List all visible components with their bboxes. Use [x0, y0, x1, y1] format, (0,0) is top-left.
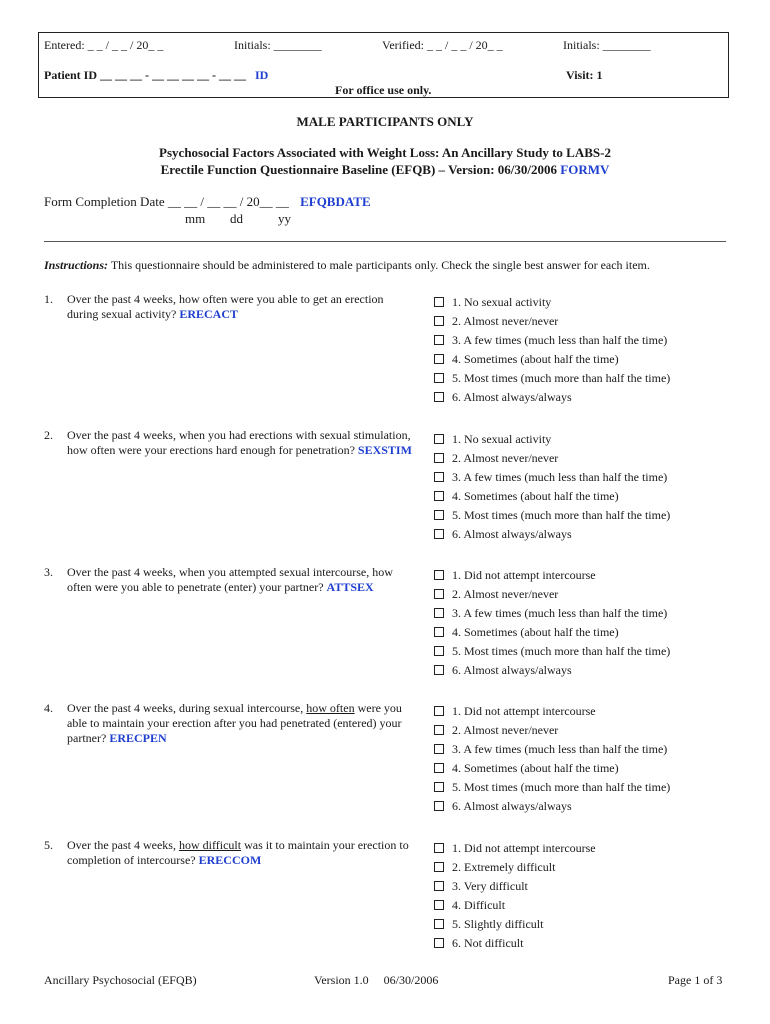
option-item[interactable]: [434, 585, 734, 604]
option-item[interactable]: [434, 740, 734, 759]
checkbox[interactable]: [434, 881, 444, 891]
option-item[interactable]: [434, 449, 734, 468]
option-item[interactable]: [434, 759, 734, 778]
option-item[interactable]: [434, 915, 734, 934]
option-item[interactable]: [434, 566, 734, 585]
checkbox[interactable]: [434, 316, 444, 326]
form-title-line1: Psychosocial Factors Associated with Weight Loss: An Ancillary Study to LABS-2: [159, 145, 611, 160]
option-item[interactable]: [434, 877, 734, 896]
checkbox[interactable]: [434, 529, 444, 539]
checkbox[interactable]: [434, 938, 444, 948]
option-label: 4. Difficult: [452, 898, 506, 912]
option-item[interactable]: [434, 778, 734, 797]
option-item[interactable]: [434, 506, 734, 525]
date-dd-label: dd: [230, 211, 243, 226]
option-label: 2. Extremely difficult: [452, 860, 556, 874]
option-label: 6. Almost always/always: [452, 663, 572, 677]
footer-version: Version 1.0 06/30/2006: [314, 973, 439, 987]
patient-id-var: ID: [254, 68, 269, 82]
option-item[interactable]: [434, 525, 734, 544]
option-label: 4. Sometimes (about half the time): [452, 352, 619, 366]
question-number: 4.: [44, 701, 53, 715]
option-label: 1. Did not attempt intercourse: [452, 841, 596, 855]
question-3-options: [434, 566, 734, 680]
question-text-pre: Over the past 4 weeks, during sexual intercourse,: [67, 701, 304, 715]
patient-id-field: [44, 68, 268, 83]
male-only-heading: MALE PARTICIPANTS ONLY: [296, 114, 474, 129]
option-item[interactable]: [434, 331, 734, 350]
question-text-post: were you able to maintain your erection after you had penetrated (entered) your partner?: [67, 701, 402, 745]
divider-rule: [44, 241, 726, 242]
checkbox[interactable]: [434, 801, 444, 811]
option-label: 5. Most times (much more than half the time): [452, 780, 671, 794]
option-label: 3. A few times (much less than half the time): [452, 606, 668, 620]
completion-date-label: Form Completion Date __ __ / __ __ / 20__ __: [44, 194, 289, 209]
option-label: 5. Most times (much more than half the time): [452, 644, 671, 658]
option-item[interactable]: [434, 350, 734, 369]
checkbox[interactable]: [434, 725, 444, 735]
question-var: SEXSTIM: [357, 443, 412, 457]
checkbox[interactable]: [434, 589, 444, 599]
question-text: [67, 428, 417, 458]
checkbox[interactable]: [434, 608, 444, 618]
checkbox[interactable]: [434, 434, 444, 444]
option-label: 6. Almost always/always: [452, 390, 572, 404]
footer-form-name: Ancillary Psychosocial (EFQB): [44, 973, 197, 987]
checkbox[interactable]: [434, 510, 444, 520]
instructions: [44, 258, 650, 273]
option-label: 2. Almost never/never: [452, 314, 559, 328]
option-label: 2. Almost never/never: [452, 723, 559, 737]
question-text-emphasis: how difficult: [178, 838, 242, 852]
question-1-options: [434, 293, 734, 407]
question-number: 3.: [44, 565, 53, 579]
entered-date-field: Entered: _ _ / _ _ / 20_ _: [44, 38, 164, 52]
question-text-emphasis: how often: [306, 701, 355, 715]
option-label: 4. Sometimes (about half the time): [452, 625, 619, 639]
question-text-body: Over the past 4 weeks, when you had erections with sexual stimulation, how often were your erections hard enough for penetration?: [67, 428, 411, 457]
checkbox[interactable]: [434, 646, 444, 656]
question-var: ERECPEN: [109, 731, 167, 745]
option-item[interactable]: [434, 839, 734, 858]
option-label: 6. Not difficult: [452, 936, 524, 950]
question-2-options: [434, 430, 734, 544]
option-label: 1. Did not attempt intercourse: [452, 704, 596, 718]
checkbox[interactable]: [434, 744, 444, 754]
option-label: 1. No sexual activity: [452, 432, 552, 446]
checkbox[interactable]: [434, 843, 444, 853]
option-item[interactable]: [434, 721, 734, 740]
question-text-body: Over the past 4 weeks, how often were you able to get an erection during sexual activity?: [67, 292, 384, 321]
option-label: 6. Almost always/always: [452, 527, 572, 541]
option-label: 2. Almost never/never: [452, 451, 559, 465]
question-5-options: [434, 839, 734, 953]
checkbox[interactable]: [434, 627, 444, 637]
option-item[interactable]: [434, 623, 734, 642]
checkbox[interactable]: [434, 763, 444, 773]
date-yy-label: yy: [278, 211, 291, 226]
question-text: [67, 565, 417, 595]
checkbox[interactable]: [434, 373, 444, 383]
option-item[interactable]: [434, 388, 734, 407]
question-var: ATTSEX: [326, 580, 374, 594]
instructions-text: This questionnaire should be administered to male participants only. Check the single best answer for each item.: [108, 258, 650, 272]
checkbox[interactable]: [434, 491, 444, 501]
completion-date-var: EFQBDATE: [300, 194, 371, 209]
option-label: 4. Sometimes (about half the time): [452, 761, 619, 775]
checkbox[interactable]: [434, 453, 444, 463]
checkbox[interactable]: [434, 472, 444, 482]
option-item[interactable]: [434, 896, 734, 915]
form-title-text: Erectile Function Questionnaire Baseline (EFQB) – Version: 06/30/2006: [160, 162, 558, 177]
option-label: 4. Sometimes (about half the time): [452, 489, 619, 503]
entered-initials-field: Initials: ________: [234, 38, 322, 52]
question-4-options: [434, 702, 734, 816]
option-item[interactable]: [434, 430, 734, 449]
office-use-note: For office use only.: [335, 83, 432, 97]
option-label: 1. Did not attempt intercourse: [452, 568, 596, 582]
question-number: 1.: [44, 292, 53, 306]
checkbox[interactable]: [434, 665, 444, 675]
question-text: [67, 838, 417, 868]
option-label: 5. Most times (much more than half the time): [452, 508, 671, 522]
checkbox[interactable]: [434, 354, 444, 364]
option-item[interactable]: [434, 468, 734, 487]
checkbox[interactable]: [434, 919, 444, 929]
question-var: ERECCOM: [198, 853, 262, 867]
option-item[interactable]: [434, 661, 734, 680]
question-var: ERECACT: [179, 307, 238, 321]
verified-date-field: Verified: _ _ / _ _ / 20_ _: [382, 38, 503, 52]
checkbox[interactable]: [434, 706, 444, 716]
question-text-body: Over the past 4 weeks, when you attempted sexual intercourse, how often were you able to penetrate (enter) your partner?: [67, 565, 393, 594]
option-item[interactable]: [434, 312, 734, 331]
option-label: 3. A few times (much less than half the time): [452, 333, 668, 347]
option-item[interactable]: [434, 797, 734, 816]
visit-field: Visit: 1: [566, 68, 603, 82]
option-item[interactable]: [434, 293, 734, 312]
option-label: 6. Almost always/always: [452, 799, 572, 813]
form-version-var: FORMV: [560, 162, 610, 177]
question-text-post: was it to maintain your erection to completion of intercourse?: [67, 838, 409, 867]
option-label: 3. Very difficult: [452, 879, 528, 893]
option-item[interactable]: [434, 642, 734, 661]
option-item[interactable]: [434, 604, 734, 623]
question-number: 5.: [44, 838, 53, 852]
instructions-label: Instructions:: [44, 258, 109, 272]
option-item[interactable]: [434, 369, 734, 388]
checkbox[interactable]: [434, 570, 444, 580]
option-label: 5. Slightly difficult: [452, 917, 544, 931]
question-text: [67, 701, 417, 746]
form-title-line2: [0, 162, 770, 178]
checkbox[interactable]: [434, 392, 444, 402]
checkbox[interactable]: [434, 335, 444, 345]
question-text: [67, 292, 417, 322]
option-item[interactable]: [434, 934, 734, 953]
verified-initials-field: Initials: ________: [563, 38, 651, 52]
checkbox[interactable]: [434, 862, 444, 872]
question-text-pre: Over the past 4 weeks,: [67, 838, 176, 852]
option-label: 1. No sexual activity: [452, 295, 552, 309]
checkbox[interactable]: [434, 900, 444, 910]
option-label: 3. A few times (much less than half the time): [452, 742, 668, 756]
footer-page-number: Page 1 of 3: [668, 973, 723, 987]
option-label: 2. Almost never/never: [452, 587, 559, 601]
question-number: 2.: [44, 428, 53, 442]
patient-id-label: Patient ID __ __ __ - __ __ __ __ - __ __: [44, 68, 246, 82]
option-label: 5. Most times (much more than half the time): [452, 371, 671, 385]
option-item[interactable]: [434, 702, 734, 721]
checkbox[interactable]: [434, 297, 444, 307]
option-item[interactable]: [434, 487, 734, 506]
option-item[interactable]: [434, 858, 734, 877]
option-label: 3. A few times (much less than half the time): [452, 470, 668, 484]
checkbox[interactable]: [434, 782, 444, 792]
date-mm-label: mm: [185, 211, 206, 226]
form-completion-date: [44, 194, 371, 210]
